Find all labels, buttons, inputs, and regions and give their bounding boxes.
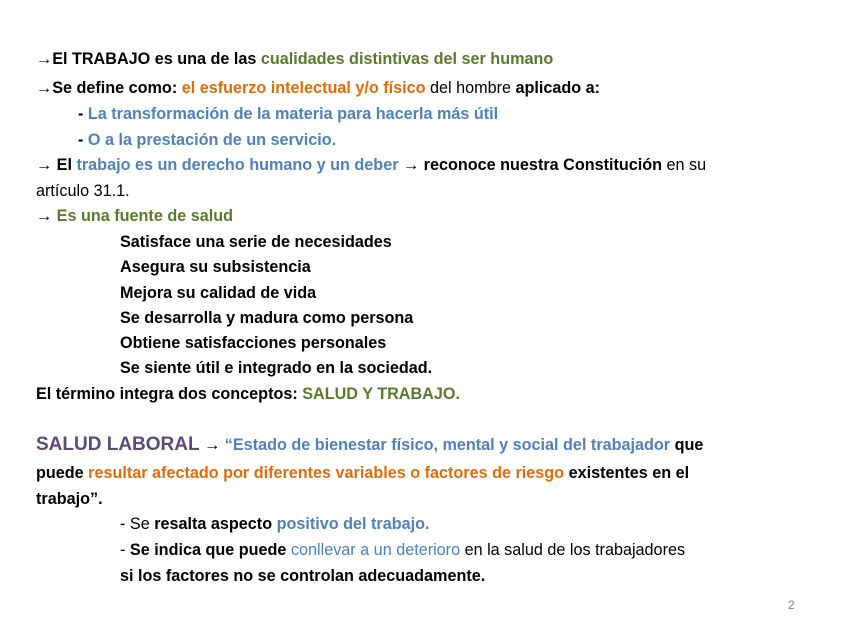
arrow-icon: →	[403, 156, 420, 174]
line-trabajo-quote: trabajo”.	[36, 490, 103, 508]
line-trabajo-definition: →El TRABAJO es una de las cualidades distintivas del ser humano	[36, 50, 554, 68]
benefit-item: Se siente útil e integrado en la sociedad.	[120, 359, 433, 377]
arrow-icon: →	[204, 436, 221, 454]
arrow-icon: →	[36, 207, 53, 225]
line-servicio: - O a la prestación de un servicio.	[78, 131, 337, 149]
line-articulo: artículo 31.1.	[36, 182, 130, 200]
line-resalta: - Se resalta aspecto positivo del trabajo.	[120, 515, 430, 533]
line-factores: si los factores no se controlan adecuadamente.	[120, 567, 486, 585]
benefit-item: Mejora su calidad de vida	[120, 284, 317, 302]
line-fuente-salud: → Es una fuente de salud	[36, 207, 233, 225]
arrow-icon: →	[36, 79, 53, 97]
line-salud-laboral: SALUD LABORAL → “Estado de bienestar físico, mental y social del trabajador que	[36, 434, 704, 455]
line-transformacion: - La transformación de la materia para hacerla más útil	[78, 105, 499, 123]
benefit-item: Se desarrolla y madura como persona	[120, 309, 414, 327]
page-number: 2	[788, 598, 795, 612]
benefit-item: Obtiene satisfacciones personales	[120, 334, 387, 352]
line-derecho: → El trabajo es un derecho humano y un deber → reconoce nuestra Constitución en su	[36, 156, 707, 174]
line-puede: puede resultar afectado por diferentes variables o factores de riesgo existentes en el	[36, 464, 690, 482]
arrow-icon: →	[36, 50, 53, 68]
benefit-item: Satisface una serie de necesidades	[120, 233, 392, 251]
line-deterioro: - Se indica que puede conllevar a un deterioro en la salud de los trabajadores	[120, 541, 686, 559]
arrow-icon: →	[36, 156, 53, 174]
line-termino: El término integra dos conceptos: SALUD Y TRABAJO.	[36, 385, 460, 403]
benefit-item: Asegura su subsistencia	[120, 258, 311, 276]
line-se-define: →Se define como: el esfuerzo intelectual y/o físico del hombre aplicado a:	[36, 79, 601, 97]
